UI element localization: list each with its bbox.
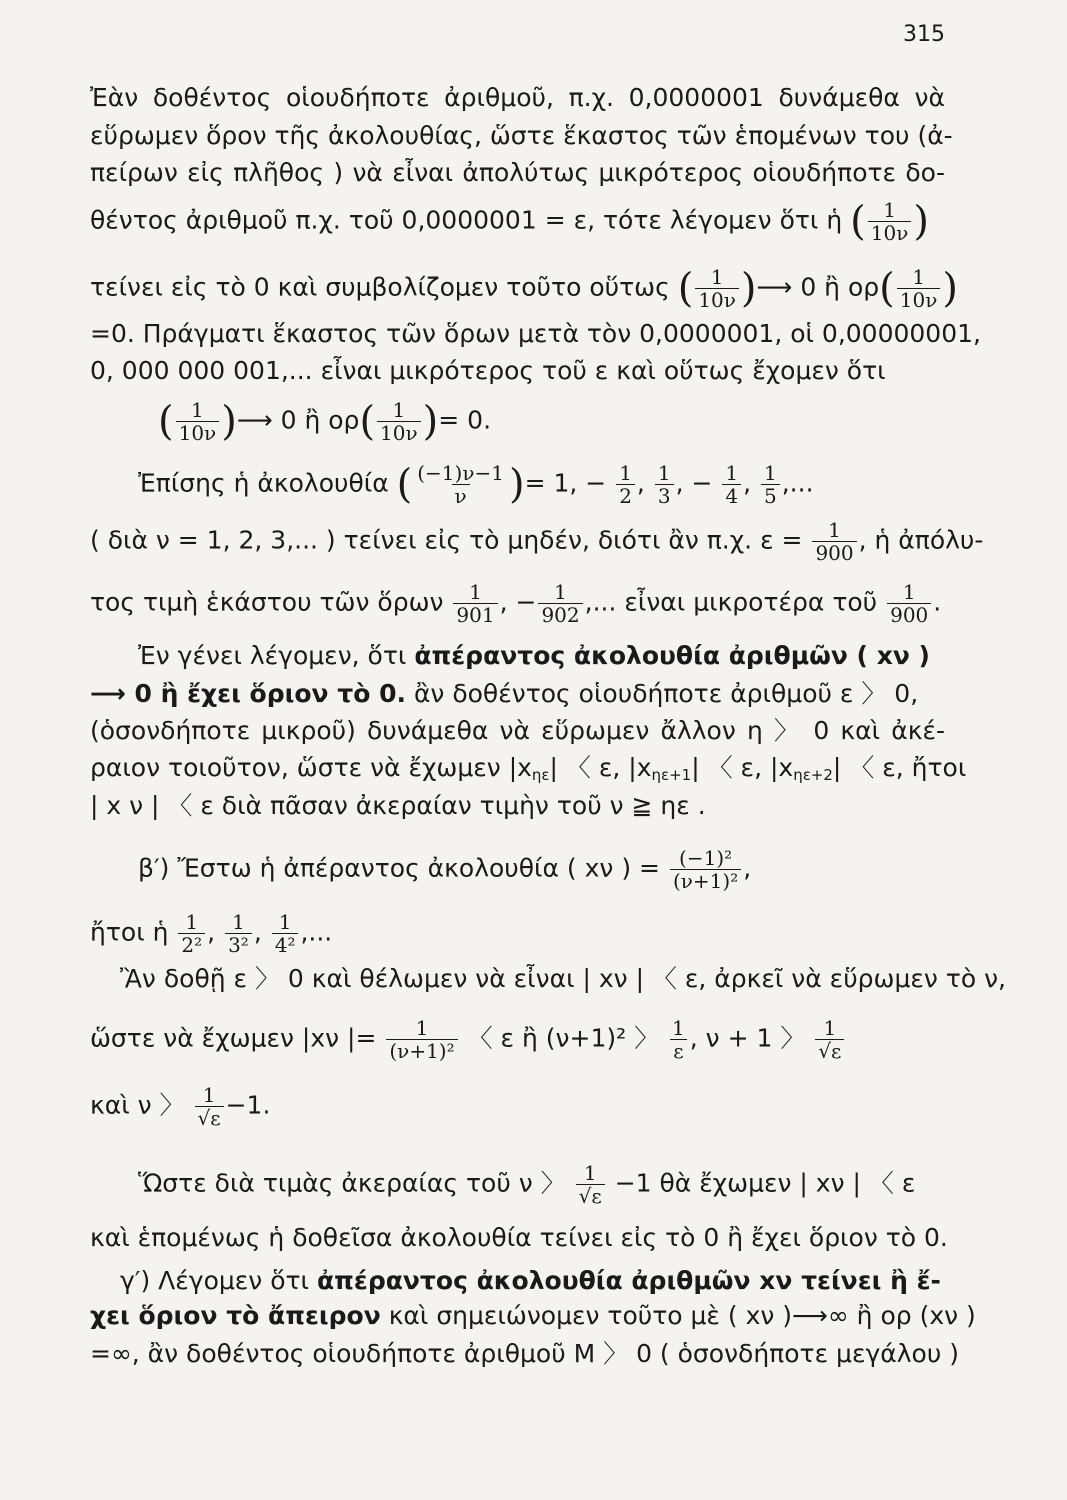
denominator: 10ν (868, 221, 912, 243)
numerator: 1 (883, 198, 896, 222)
numerator: 1 (232, 910, 245, 934)
denominator: √ε (576, 1184, 605, 1206)
line-text: ,... (781, 468, 814, 498)
fraction (178, 912, 205, 955)
line-text: 〈 ε ἢ (ν+1)² 〉 (467, 1023, 660, 1053)
paren: ( (850, 198, 866, 245)
fraction (386, 1018, 457, 1061)
denominator: 10ν (695, 288, 739, 310)
numerator: (−1)² (679, 846, 733, 870)
line-text: ⟶ 0 ἢ ορ (756, 272, 880, 302)
denominator: 2 (616, 484, 635, 506)
line-text: ( διὰ ν = 1, 2, 3,... ) τείνει εἰς τὸ μηδέν, διότι ἂν π.χ. ε = (90, 525, 803, 555)
line-text: | 〈 ε, |x (691, 753, 794, 782)
denominator: 900 (812, 541, 856, 563)
paren: ) (942, 265, 958, 312)
numerator: 1 (828, 518, 841, 542)
text-line (90, 265, 958, 312)
paren: ) (221, 398, 237, 445)
text-line: εὕρωμεν ὅρον τῆς ἀκολουθίας, ὥστε ἕκαστος τῶν ἑπομένων του (ἀ- (90, 121, 953, 150)
paren: ( (396, 461, 413, 508)
subscript: ηε+1 (651, 766, 692, 784)
text-line: πείρων εἰς πλῆθος ) νὰ εἶναι ἀπολύτως μικρότερος οἱουδήποτε δο- (90, 158, 945, 187)
line-text: Ἐπίσης ἡ ἀκολουθία (138, 468, 389, 498)
text-line (90, 678, 945, 710)
line-text: καὶ ν 〉 (90, 1090, 185, 1120)
numerator: 1 (469, 580, 482, 604)
numerator: 1 (672, 1016, 685, 1040)
denominator: (ν+1)² (670, 869, 741, 891)
bold-term: ⟶ 0 ἢ ἔχει ὅριον τὸ 0. (90, 679, 406, 708)
text-line (158, 400, 758, 443)
numerator: 1 (415, 1016, 429, 1040)
line-text: ὥστε νὰ ἔχωμεν |xν |= (90, 1023, 377, 1053)
line-text: ἂν δοθέντος οἱουδήποτε ἀριθμοῦ ε 〉 0, (413, 679, 919, 708)
fraction (812, 520, 856, 563)
text-line: καὶ ἑπομένως ἡ δοθεῖσα ἀκολουθία τείνει εἰς τὸ 0 ἢ ἔχει ὅριον τὸ 0. (90, 1223, 948, 1252)
numerator: 1 (764, 461, 777, 485)
denominator: ν (452, 484, 470, 506)
numerator: 1 (912, 265, 925, 289)
numerator: 1 (902, 580, 916, 604)
text-line: | x ν | 〈 ε διὰ πᾶσαν ἀκεραίαν τιμὴν τοῦ ν ≧ ηε . (90, 791, 706, 820)
fraction (414, 463, 507, 506)
line-text: | 〈 ε, ἤτοι (832, 753, 967, 782)
paren: ( (359, 398, 376, 445)
line-text: γ′) Λέγομεν ὅτι (120, 1266, 310, 1295)
fraction (695, 267, 739, 310)
line-text: Ἐν γένει λέγομεν, ὅτι (138, 641, 407, 670)
text-line (138, 640, 945, 672)
line-text: τείνει εἰς τὸ 0 καὶ συμβολίζομεν τοῦτο οὕτως (90, 272, 670, 302)
line-text: καὶ σημειώνομεν τοῦτο μὲ ( xν )⟶∞ ἢ ορ (xν ) (388, 1301, 976, 1330)
denominator: 900 (887, 603, 931, 625)
numerator: 1 (554, 580, 567, 604)
fraction (761, 463, 780, 506)
denominator: 4 (722, 484, 741, 506)
fraction (225, 912, 252, 955)
fraction (655, 463, 674, 506)
fraction (195, 1085, 224, 1128)
text-line (120, 1265, 945, 1297)
subscript: ηε (531, 766, 550, 784)
denominator: 4² (272, 933, 299, 955)
line-text: τος τιμὴ ἑκάστου τῶν ὅρων (90, 587, 444, 617)
fraction (669, 1018, 688, 1061)
text-line: Ἂν δοθῇ ε 〉 0 καὶ θέλωμεν νὰ εἶναι | xν | 〈 ε, ἀρκεῖ νὰ εὕρωμεν τὸ ν, (120, 964, 1006, 993)
bold-term: ἀπέραντος ἀκολουθία ἀριθμῶν ( xν ) (414, 641, 930, 670)
numerator: 1 (191, 398, 204, 422)
fraction (868, 200, 912, 243)
denominator: 10ν (176, 421, 220, 443)
denominator: 3² (225, 933, 252, 955)
denominator: 5 (761, 484, 780, 506)
text-line: 0, 000 000 001,... εἶναι μικρότερος τοῦ ε καὶ οὕτως ἔχομεν ὅτι (90, 356, 886, 385)
paren: ( (879, 265, 895, 312)
text-line (90, 1300, 976, 1332)
fraction (887, 582, 931, 625)
fraction (616, 463, 635, 506)
paren: ) (422, 398, 439, 445)
line-text: ραιον τοιοῦτον, ὥστε νὰ ἔχωμεν |x (90, 753, 532, 782)
fraction (576, 1163, 605, 1206)
line-text: θέντος ἀριθμοῦ π.χ. τοῦ 0,0000001 = ε, τότε λέγομεν ὅτι ἡ (90, 205, 843, 235)
fraction (176, 400, 220, 443)
text-line (90, 1018, 945, 1061)
fraction (272, 912, 299, 955)
numerator: 1 (185, 910, 199, 934)
denominator: 2² (178, 933, 205, 955)
text-line (90, 752, 967, 791)
bold-term: ἀπέραντος ἀκολουθία ἀριθμῶν xν τείνει ἢ ἔ- (316, 1266, 941, 1295)
numerator: 1 (823, 1016, 837, 1040)
line-text: , ἡ ἀπόλυ- (858, 525, 984, 555)
paren: ) (740, 265, 757, 312)
subscript: ηε+2 (793, 766, 833, 784)
text-line: ἤτοι ἡ $\frac{1}{\text{2²}}$ , $\frac{1}{\text{3²}}$ , $\frac{1}{\text{4²}}$ ,... (90, 910, 333, 957)
text-line (90, 518, 984, 565)
text-line: τος τιμὴ ἑκάστου τῶν ὅρων $\frac{1}{901}$ , − $\frac{1}{902}$ ,... εἶναι μικροτέρα τοῦ $\frac{1}{900}$ . (90, 580, 942, 627)
line-text: Ὥστε διὰ τιμὰς ἀκεραίας τοῦ ν 〉 (138, 1168, 566, 1198)
numerator: 1 (725, 461, 739, 485)
text-line (138, 1163, 945, 1206)
page-number: 315 (903, 22, 945, 47)
line-text: = 1, − (524, 468, 607, 498)
text-line: =0. Πράγματι ἕκαστος τῶν ὅρων μετὰ τὸν 0,0000001, οἱ 0,00000001, (90, 319, 981, 348)
denominator: (ν+1)² (386, 1039, 457, 1061)
line-text: β′) Ἔστω ἡ ἀπέραντος ἀκολουθία ( xν ) = (138, 853, 660, 883)
text-line: Ἐὰν δοθέντος οἱουδήποτε ἀριθμοῦ, π.χ. 0,0000001 δυνάμεθα νὰ (90, 83, 945, 112)
text-line: =∞, ἂν δοθέντος οἱουδήποτε ἀριθμοῦ Μ 〉 0 ( ὁσονδήποτε μεγάλου ) (90, 1339, 959, 1368)
denominator: √ε (815, 1039, 844, 1061)
fraction (722, 463, 741, 506)
fraction (897, 267, 941, 310)
numerator: 1 (710, 265, 724, 289)
text-line (90, 1085, 945, 1128)
line-text: −1 θὰ ἔχωμεν | xν | 〈 ε (614, 1168, 916, 1198)
fraction (815, 1018, 844, 1061)
denominator: 10ν (377, 421, 421, 443)
fraction (670, 848, 741, 891)
denominator: 3 (655, 484, 674, 506)
line-text: ἤτοι ἡ (90, 917, 169, 947)
bold-term: χει ὅριον τὸ ἄπειρον (90, 1301, 381, 1330)
line-text: = 0. (438, 405, 492, 435)
denominator: ε (670, 1039, 686, 1061)
numerator: 1 (619, 461, 632, 485)
text-line: β′) Ἔστω ἡ ἀπέραντος ἀκολουθία ( xν ) = $\frac{\text{(−1)²}}{\text{(ν+1)²}}$ , (138, 846, 752, 893)
paren: ) (913, 198, 929, 245)
text-line: Ἐπίσης ἡ ἀκολουθία ( $\frac{(-1)\nu-1}{\nu}$ )= 1, − $\frac{1}{2}$ , $\frac{1}{3}$ , − $\frac{1}{4}$ , $\frac{1}{5}$ ,... (138, 461, 814, 508)
denominator: 10ν (897, 288, 941, 310)
denominator: 901 (453, 603, 497, 625)
numerator: 1 (583, 1161, 597, 1185)
line-text: ,... εἶναι μικροτέρα τοῦ (584, 587, 878, 617)
line-text: −1. (225, 1090, 271, 1120)
text-line: (ὁσονδήποτε μικροῦ) δυνάμεθα νὰ εὕρωμεν ἄλλον η 〉 0 καὶ ἀκέ- (90, 716, 945, 745)
text-line (90, 200, 945, 243)
fraction (453, 582, 497, 625)
paren: ( (158, 398, 174, 445)
numerator: 1 (392, 398, 406, 422)
numerator: 1 (278, 910, 292, 934)
fraction (538, 582, 582, 625)
numerator: (−1)ν−1 (417, 461, 504, 485)
paren: ) (508, 461, 525, 508)
denominator: √ε (195, 1106, 224, 1128)
numerator: 1 (202, 1083, 216, 1107)
paren: ( (677, 265, 694, 312)
line-text: ⟶ 0 ἢ ορ (236, 405, 360, 435)
fraction (377, 400, 421, 443)
line-text: , ν + 1 〉 (689, 1023, 806, 1053)
numerator: 1 (657, 461, 671, 485)
denominator: 902 (538, 603, 582, 625)
line-text: | 〈 ε, |x (549, 753, 652, 782)
